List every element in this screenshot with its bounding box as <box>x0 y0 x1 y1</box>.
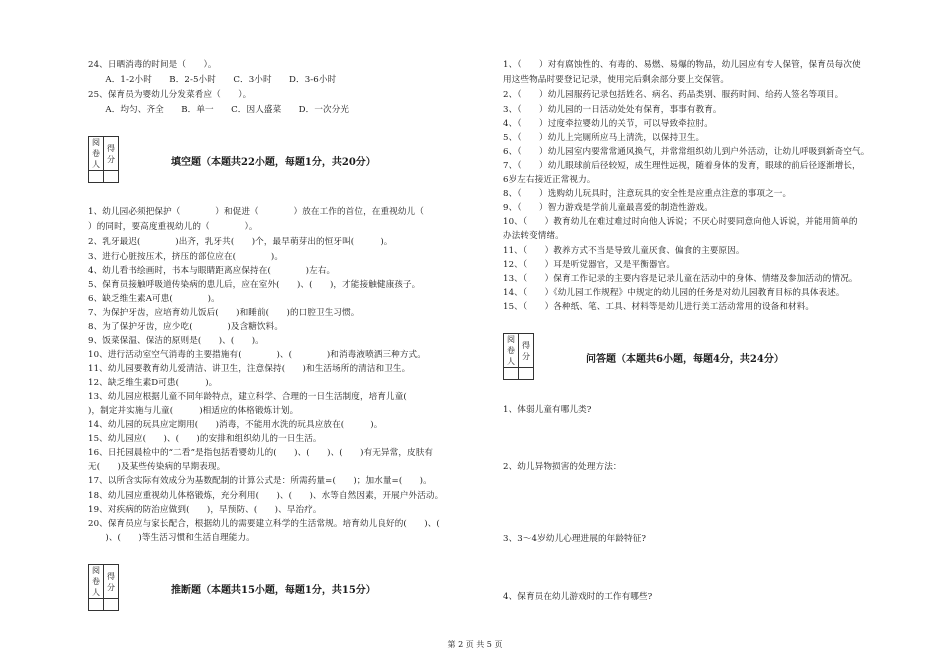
judge-item: 1、（ ）对有腐蚀性的、有毒的、易燃、易爆的物品，幼儿园应有专人保管，保育员每次使 <box>503 60 861 70</box>
judge-item: 12、（ ）耳是听觉器官，又是平衡器官。 <box>503 260 676 270</box>
fill-item: 无( )及某些传染病的早期表现。 <box>88 462 226 472</box>
judge-item: 2、（ ）幼儿园服药记录包括姓名、病名、药品类别、服药时间、给药人签名等项目。 <box>503 90 844 100</box>
fill-item: 12、缺乏维生素D可患( )。 <box>88 378 218 388</box>
question-25-options: A．均匀、齐全 B．单一 C．因人盛菜 D．一次分光 <box>88 105 350 115</box>
score-box-judge <box>88 564 119 611</box>
fill-item: 13、幼儿园应根据儿童不同年龄特点，建立科学、合理的一日生活制度，培育儿童( <box>88 392 433 402</box>
fill-item: 18、幼儿园应重视幼儿体格锻炼，充分利用( )、( )、水等自然因素，开展户外活动。 <box>88 491 444 501</box>
score-label: 得分 <box>519 334 534 368</box>
qa-item: 4、保育员在幼儿游戏时的工作有哪些? <box>503 592 653 602</box>
judge-item: 7、（ ）幼儿眼球前后径较短，成生理性远视，随着身体的发育，眼球的前后径逐渐增长， <box>503 161 861 171</box>
fill-item: 11、幼儿园要教育幼儿爱清洁、讲卫生，注意保持( )和生活场所的清洁和卫生。 <box>88 364 411 374</box>
judge-item: 4、（ ）过度牵拉婴幼儿的关节，可以导致牵拉肘。 <box>503 119 713 129</box>
fill-item: 17、以所含实际有效成分为基数配制的计算公式是：所需药量=( )；加水量=( )。 <box>88 476 432 486</box>
qa-item: 2、幼儿异物损害的处理方法： <box>503 462 622 472</box>
judge-item: 办法转变情绪。 <box>503 231 564 241</box>
judge-heading: 推断题（本题共15小题，每题1分，共15分） <box>171 585 376 596</box>
fill-item: 1、幼儿园必须把保护（ ）和促进（ ）放在工作的首位，在重视幼儿（ <box>88 207 459 217</box>
judge-item: 6、（ ）幼儿园室内要常常通风换气，并常常组织幼儿到户外活动，让幼儿呼吸到新奇空气。 <box>503 147 870 157</box>
judge-item: 13、（ ）保育工作记录的主要内容是记录儿童在活动中的身体、情绪及参加活动的情况。 <box>503 274 858 284</box>
judge-item: 6岁左右接近正常视力。 <box>503 175 596 185</box>
fill-item: 6、缺乏维生素A可患( )。 <box>88 294 220 304</box>
score-label: 得分 <box>104 565 119 599</box>
question-24-options: A．1-2小时 B．2-5小时 C．3小时 D．3-6小时 <box>88 75 337 85</box>
judge-item: 用这些物品时要登记记录，使用完后剩余部分要上交保管。 <box>503 75 730 85</box>
qa-item: 3、3～4岁幼儿心理进展的年龄特征? <box>503 534 647 544</box>
fill-item: )，制定并实施与儿童( )相适应的体格锻炼计划。 <box>88 406 299 416</box>
judge-item: 14、（ ）《幼儿园工作规程》中规定的幼儿园的任务是对幼儿园教育目标的具体表述。 <box>503 288 845 298</box>
grader-label: 阅卷人 <box>89 565 104 599</box>
fill-blank-heading: 填空题（本题共22小题，每题1分，共20分） <box>171 157 376 168</box>
judge-item: 8、（ ）选购幼儿玩具时，注意玩具的安全性是应重点注意的事项之一。 <box>503 189 792 199</box>
fill-item: ）的同时，要高度重视幼儿的（ ）。 <box>88 222 258 232</box>
qa-item: 1、体弱儿童有哪儿类? <box>503 405 592 415</box>
grader-label: 阅卷人 <box>504 334 519 368</box>
qa-heading: 问答题（本题共6小题，每题4分，共24分） <box>586 354 784 365</box>
question-24: 24、日晒消毒的时间是（ ）。 <box>88 60 217 70</box>
fill-item: 14、幼儿园的玩具应定期用( )消毒，不能用水洗的玩具应放在( )。 <box>88 420 383 430</box>
fill-item: 2、乳牙最迟( )出齐，乳牙共( )个，最早萌芽出的恒牙叫( )。 <box>88 237 393 247</box>
fill-item: 10、进行活动室空气消毒的主要措施有( )、( )和消毒液喷洒三种方式。 <box>88 350 426 360</box>
judge-item: 3、（ ）幼儿园的一日活动处处有保育，事事有教育。 <box>503 105 722 115</box>
score-label: 得分 <box>104 137 119 171</box>
fill-item: 4、幼儿看书绘画时，书本与眼睛距离应保持在( )左右。 <box>88 266 336 276</box>
fill-item: 8、为了保护牙齿，应少吃( )及含糖饮料。 <box>88 322 284 332</box>
fill-item: 9、饭菜保温、保洁的原则是( )、( )。 <box>88 336 264 346</box>
fill-item: 5、保育员接触呼吸道传染病的患儿后，应在室外( )、( )，才能接触健康孩子。 <box>88 280 421 290</box>
fill-item: 7、为保护牙齿，应培育幼儿饭后( )和睡前( )的口腔卫生习惯。 <box>88 308 360 318</box>
score-box-qa <box>503 333 534 380</box>
fill-item: 3、进行心脏按压术，挤压的部位应在( )。 <box>88 252 284 262</box>
grader-label: 阅卷人 <box>89 137 104 171</box>
judge-item: 11、（ ）教养方式不当是导致儿童厌食、偏食的主要原因。 <box>503 246 745 256</box>
fill-item: 16、日托园晨检中的“二看”是指包括看婴幼儿的( )、( )、( )有无异常，皮肤有 <box>88 448 434 458</box>
judge-item: 10、（ ）教育幼儿在难过难过时向他人诉说；不厌心时要同意向他人诉说，并能用简单的 <box>503 217 858 227</box>
fill-item: 19、对疾病的防治应做到( )，早预防、( )、早治疗。 <box>88 505 322 515</box>
fill-item: 20、保育员应与家长配合，根据幼儿的需要建立科学的生活常规。培育幼儿良好的( )、( <box>88 519 440 529</box>
fill-item: 15、幼儿园应( )、( )的安排和组织幼儿的一日生活。 <box>88 434 322 444</box>
judge-item: 9、（ ）智力游戏是学前儿童最喜爱的制造性游戏。 <box>503 203 713 213</box>
page-number: 第 2 页 共 5 页 <box>447 640 503 649</box>
score-box-fill <box>88 136 119 183</box>
judge-item: 15、（ ）各种纸、笔、工具、材料等是幼儿进行美工活动常用的设备和材料。 <box>503 302 815 312</box>
fill-item: )、( )等生活习惯和生活自理能力。 <box>88 533 255 543</box>
judge-item: 5、（ ）幼儿上完厕所应马上清洗，以保持卫生。 <box>503 133 705 143</box>
question-25: 25、保育员为婴幼儿分发菜肴应（ ）。 <box>88 90 252 100</box>
